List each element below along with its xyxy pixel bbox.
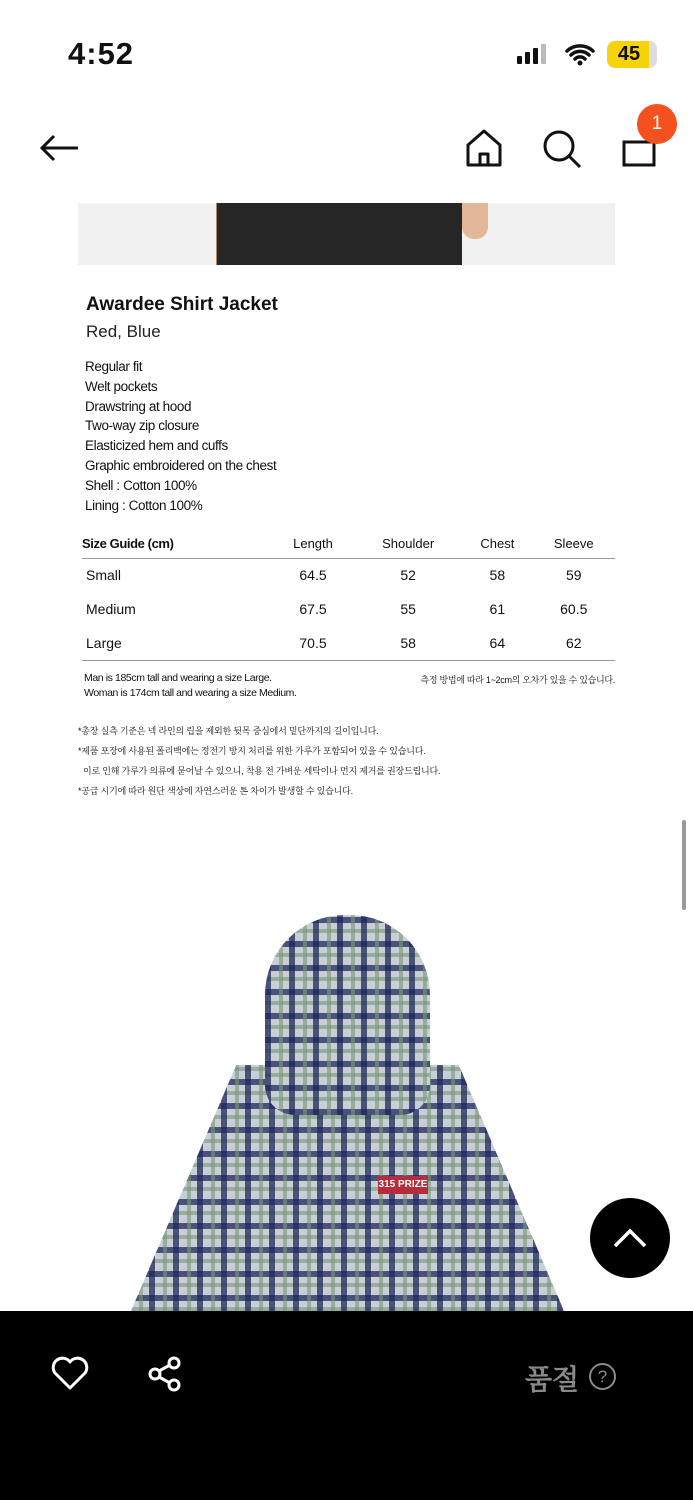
- logo-patch: 315 PRIZE: [378, 1176, 428, 1194]
- cell: Medium: [86, 601, 136, 617]
- heart-icon[interactable]: [50, 1355, 90, 1391]
- table-row: [82, 592, 615, 626]
- scroll-to-top-button[interactable]: [590, 1198, 670, 1278]
- table-header: [82, 530, 615, 558]
- feature-item: Welt pockets: [85, 378, 158, 394]
- product-image-top: [78, 203, 615, 265]
- battery-indicator: 45: [607, 41, 657, 68]
- footnote: 이로 인해 가루가 의류에 묻어날 수 있으니, 착용 전 가벼운 세탁이나 먼지 제거를 권장드립니다.: [83, 766, 441, 776]
- feature-item: Elasticized hem and cuffs: [85, 438, 228, 454]
- cell: 64: [462, 626, 532, 660]
- feature-item: Lining : Cotton 100%: [85, 497, 203, 513]
- header-cell: Length: [272, 530, 354, 558]
- feature-item: Regular fit: [85, 359, 143, 374]
- cell: 70.5: [272, 626, 354, 660]
- size-guide-table: [82, 530, 615, 661]
- feature-item: Shell : Cotton 100%: [85, 477, 197, 493]
- feature-item: Two-way zip closure: [85, 418, 199, 434]
- cell: 58: [354, 626, 462, 660]
- wifi-icon: [565, 42, 595, 66]
- header-cell: Size Guide (cm): [82, 530, 272, 558]
- back-arrow-icon[interactable]: [38, 132, 82, 164]
- header-cell: Chest: [462, 530, 532, 558]
- footnote: *총장 실측 기준은 넥 라인의 립을 제외한 뒷목 중심에서 밑단까지의 길이입니다.: [78, 726, 379, 736]
- feature-item: Drawstring at hood: [85, 398, 192, 414]
- scrollbar[interactable]: [682, 820, 686, 910]
- footnote: *공급 시기에 따라 원단 색상에 자연스러운 톤 차이가 발생할 수 있습니다.: [78, 786, 353, 796]
- cell: 59: [565, 567, 582, 584]
- cell: Large: [82, 626, 272, 660]
- measure-note: 측정 방법에 따라 1~2cm의 오차가 있을 수 있습니다.: [420, 675, 615, 685]
- model-note: Woman is 174cm tall and wearing a size Medium.: [84, 687, 297, 699]
- table-row: [82, 626, 615, 660]
- cell: 62: [533, 626, 615, 660]
- product-colors: Red, Blue: [86, 322, 161, 341]
- header-cell: Shoulder: [354, 530, 462, 558]
- feature-item: Graphic embroidered on the chest: [85, 457, 277, 473]
- cell: 52: [400, 567, 416, 584]
- bottom-action-bar: [0, 1311, 693, 1500]
- chevron-up-icon: [612, 1227, 648, 1249]
- cart-count-badge: 1: [637, 104, 677, 144]
- cell: 58: [489, 567, 506, 584]
- home-icon[interactable]: [465, 128, 503, 168]
- status-time: 4:52: [68, 36, 135, 71]
- header-cell: Sleeve: [533, 530, 615, 558]
- footnotes: [78, 721, 440, 801]
- share-icon[interactable]: [146, 1355, 184, 1393]
- sold-out-label: 품절: [525, 1364, 580, 1395]
- help-icon[interactable]: ?: [589, 1363, 616, 1390]
- product-image-jacket: [125, 915, 570, 1311]
- cell: 60.5: [560, 601, 588, 617]
- product-title: Awardee Shirt Jacket: [86, 294, 278, 315]
- signal-icon: [517, 44, 546, 64]
- search-icon[interactable]: [541, 128, 583, 170]
- cell: Small: [86, 567, 122, 584]
- footnote: *제품 포장에 사용된 폴리백에는 정전기 방지 처리를 위한 가루가 포함되어 있을 수 있습니다.: [78, 746, 426, 756]
- cell: 61: [489, 601, 506, 617]
- model-notes: [84, 671, 297, 701]
- cell: 67.5: [299, 601, 327, 617]
- table-row: [82, 558, 615, 592]
- cell: 55: [400, 601, 416, 617]
- model-note: Man is 185cm tall and wearing a size Large.: [84, 672, 272, 684]
- feature-list: [85, 357, 276, 515]
- cell: 64.5: [299, 567, 327, 584]
